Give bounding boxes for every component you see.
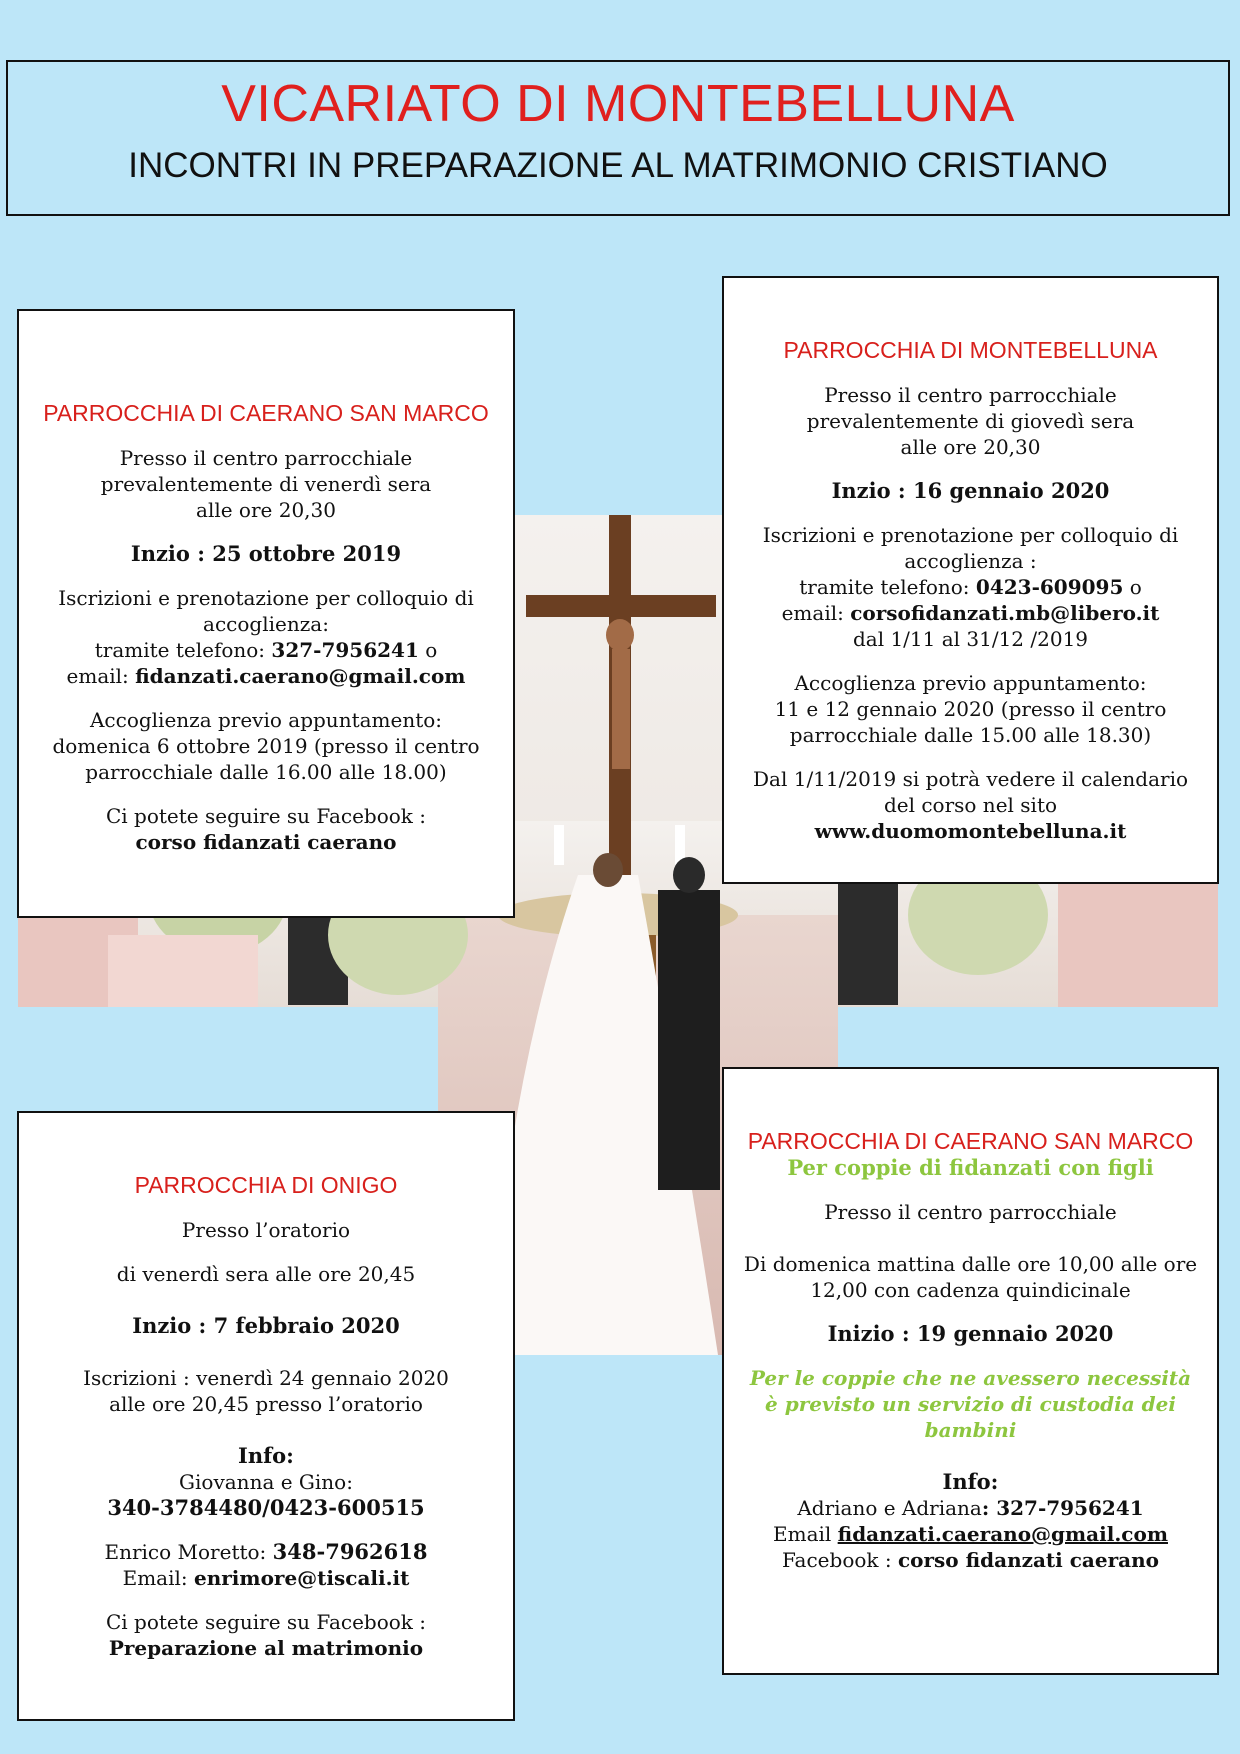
email-address: fidanzati.caerano@gmail.com xyxy=(135,664,466,688)
card-subtitle: Per coppie di fidanzati con figli xyxy=(787,1155,1154,1180)
phone-number: 0423-609095 xyxy=(975,575,1124,599)
start-date: Inzio : 7 febbraio 2020 xyxy=(132,1313,400,1338)
registration-line: Iscrizioni e prenotazione per colloquio di xyxy=(58,586,474,610)
phone-line: tramite telefono: 0423-609095 o xyxy=(799,575,1142,599)
place-line: Presso l’oratorio xyxy=(181,1218,351,1242)
card-onigo xyxy=(17,1111,515,1721)
email-address: fidanzati.caerano@gmail.com xyxy=(837,1522,1168,1546)
start-date: Inizio : 19 gennaio 2020 xyxy=(827,1321,1114,1346)
info-label: Info: xyxy=(942,1469,999,1494)
page-subtitle: INCONTRI IN PREPARAZIONE AL MATRIMONIO CRISTIANO xyxy=(128,146,1108,185)
card-montebelluna xyxy=(722,276,1219,884)
when-line: Di domenica mattina dalle ore 10,00 alle ore xyxy=(743,1252,1198,1276)
email-line: Email: enrimore@tiscali.it xyxy=(122,1566,410,1590)
welcome-line: domenica 6 ottobre 2019 (presso il centro xyxy=(52,734,480,758)
calendar-line: del corso nel sito xyxy=(883,793,1058,817)
welcome-line: parrocchiale dalle 15.00 alle 18.30) xyxy=(789,723,1152,747)
phone-line: tramite telefono: 327-7956241 o xyxy=(94,638,438,662)
place-line: Presso il centro parrocchiale xyxy=(824,1200,1117,1224)
registration-line: alle ore 20,45 presso l’oratorio xyxy=(109,1392,423,1416)
childcare-note: Per le coppie che ne avessero necessità xyxy=(749,1366,1192,1390)
childcare-note: è previsto un servizio di custodia dei xyxy=(765,1392,1176,1416)
facebook-page: corso fidanzati caerano xyxy=(135,830,397,854)
registration-line: accoglienza : xyxy=(904,549,1037,573)
registration-line: Iscrizioni : venerdì 24 gennaio 2020 xyxy=(83,1366,449,1390)
contact-name: Giovanna e Gino: xyxy=(179,1470,353,1494)
place-line: prevalentemente di venerdì sera xyxy=(100,472,432,496)
dates-line: dal 1/11 al 31/12 /2019 xyxy=(852,627,1089,651)
registration-line: Iscrizioni e prenotazione per colloquio di xyxy=(762,523,1179,547)
email-line: email: corsofidanzati.mb@libero.it xyxy=(781,601,1160,625)
card-title: PARROCCHIA DI MONTEBELLUNA xyxy=(783,337,1158,363)
facebook-line: Facebook : corso fidanzati caerano xyxy=(782,1548,1159,1572)
registration-line: accoglienza: xyxy=(203,612,329,636)
card-title: PARROCCHIA DI CAERANO SAN MARCO xyxy=(43,400,489,426)
contact-phone: 348-7962618 xyxy=(272,1539,428,1564)
welcome-line: 11 e 12 gennaio 2020 (presso il centro xyxy=(774,697,1167,721)
card-title: PARROCCHIA DI CAERANO SAN MARCO xyxy=(747,1128,1194,1154)
childcare-note: bambini xyxy=(924,1418,1017,1442)
card-caerano-figli xyxy=(722,1067,1219,1675)
contact-line: Adriano e Adriana: 327-7956241 xyxy=(797,1496,1144,1520)
facebook-page: Preparazione al matrimonio xyxy=(108,1636,424,1660)
website: www.duomomontebelluna.it xyxy=(814,819,1127,843)
email-line: email: fidanzati.caerano@gmail.com xyxy=(66,664,466,688)
card-caerano xyxy=(17,309,515,918)
place-line: Presso il centro parrocchiale xyxy=(824,383,1117,407)
facebook-page: corso fidanzati caerano xyxy=(897,1548,1159,1572)
email-address: corsofidanzati.mb@libero.it xyxy=(850,601,1160,625)
start-date: Inzio : 25 ottobre 2019 xyxy=(130,541,402,566)
info-label: Info: xyxy=(238,1443,294,1468)
card-title: PARROCCHIA DI ONIGO xyxy=(134,1172,398,1198)
facebook-line: Ci potete seguire su Facebook : xyxy=(105,804,427,828)
welcome-line: parrocchiale dalle 16.00 alle 18.00) xyxy=(85,760,447,784)
page-title: VICARIATO DI MONTEBELLUNA xyxy=(221,75,1015,133)
start-date: Inzio : 16 gennaio 2020 xyxy=(831,478,1110,503)
contact-phone: : 327-7956241 xyxy=(981,1496,1144,1520)
facebook-line: Ci potete seguire su Facebook : xyxy=(105,1610,427,1634)
contact-phone: 340-3784480/0423-600515 xyxy=(107,1495,425,1520)
place-line: Presso il centro parrocchiale xyxy=(119,446,413,470)
phone-number: 327-7956241 xyxy=(271,638,419,662)
email-address: enrimore@tiscali.it xyxy=(194,1566,410,1590)
place-line: alle ore 20,30 xyxy=(196,498,336,522)
when-line: di venerdì sera alle ore 20,45 xyxy=(116,1262,416,1286)
welcome-line: Accoglienza previo appuntamento: xyxy=(794,671,1147,695)
page-header xyxy=(6,60,1230,216)
calendar-line: Dal 1/11/2019 si potrà vedere il calendario xyxy=(753,767,1188,791)
place-line: prevalentemente di giovedì sera xyxy=(806,409,1135,433)
place-line: alle ore 20,30 xyxy=(900,435,1041,459)
welcome-line: Accoglienza previo appuntamento: xyxy=(89,708,443,732)
email-line: Email fidanzati.caerano@gmail.com xyxy=(773,1522,1168,1546)
contact-line: Enrico Moretto: 348-7962618 xyxy=(104,1539,428,1564)
when-line: 12,00 con cadenza quindicinale xyxy=(810,1278,1131,1302)
